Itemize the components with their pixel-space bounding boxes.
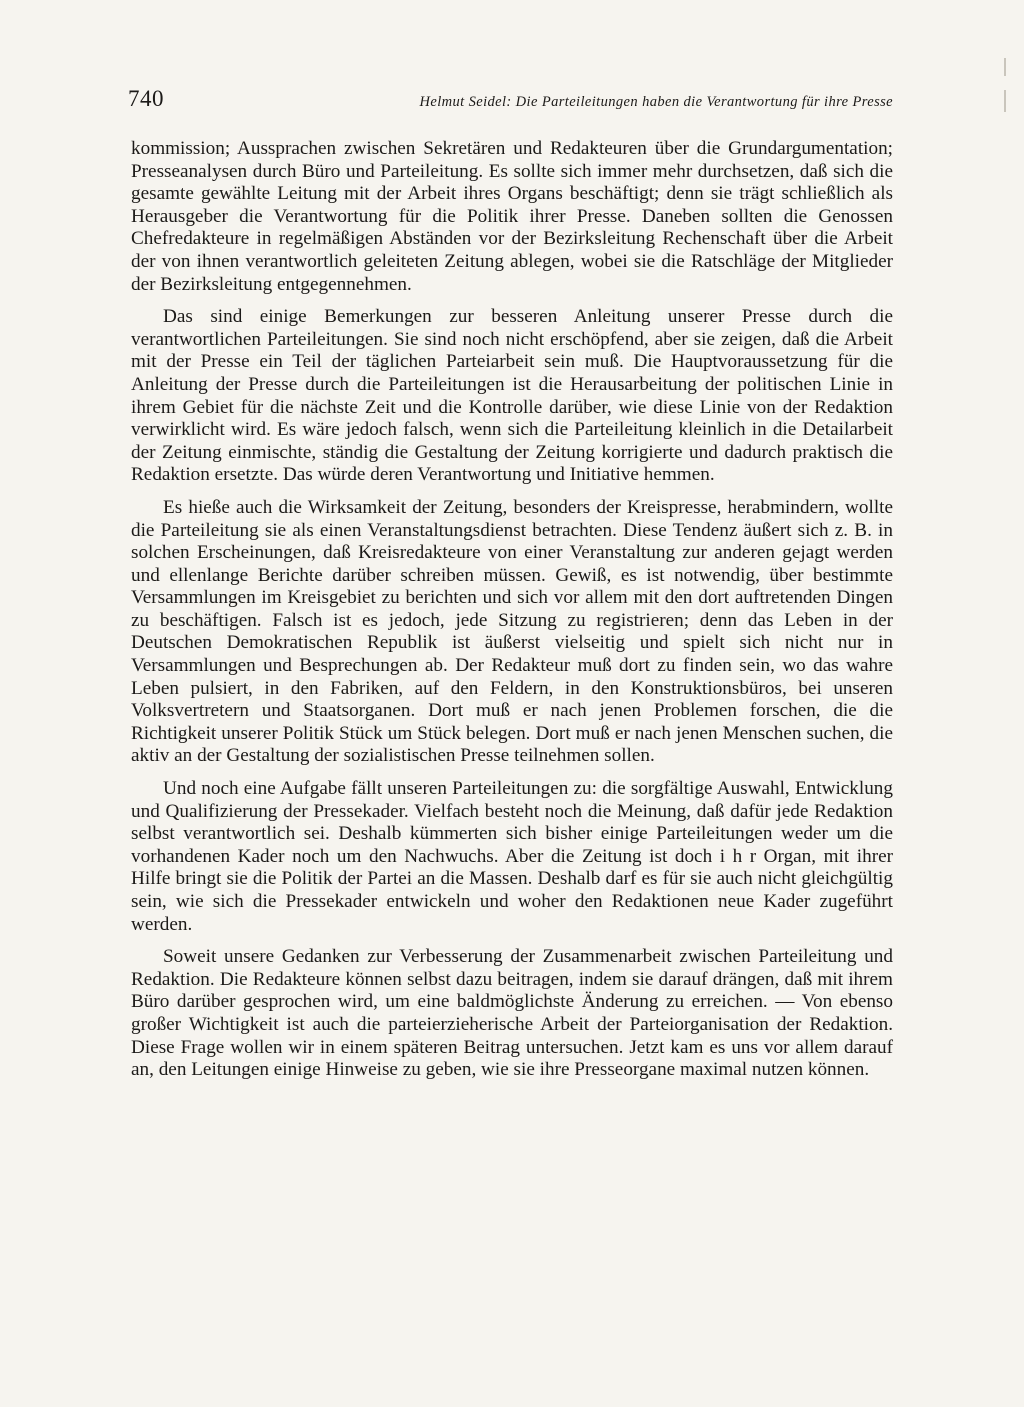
paragraph-2: Das sind einige Bemerkungen zur besseren Anleitung unserer Presse durch die verantwortlichen Parteileitungen. Sie sind noch nicht erschöpfend, aber sie zeigen, daß die Arbeit mit der Presse ein Teil der täglichen Parteiarbeit sein muß. Die Hauptvoraussetzung für die Anleitung der Presse durch die Parteileitungen ist die Herausarbeitung der politischen Linie in ihrem Gebiet für die nächste Zeit und die Kontrolle darüber, wie diese Linie von der Redaktion verwirklicht wird. Es wäre jedoch falsch, wenn sich die Parteileitung kleinlich in die Detailarbeit der Zeitung einmischte, ständig die Gestaltung der Zeitung korrigierte und dadurch praktisch die Redaktion ersetzte. Das würde deren Verantwortung und Initiative hemmen. — [131, 306, 893, 486]
page-header — [128, 86, 893, 116]
running-head: Helmut Seidel: Die Parteileitungen haben die Verantwortung für ihre Presse — [419, 94, 893, 110]
paragraph-1: kommission; Aussprachen zwischen Sekretären und Redakteuren über die Grundargumentation; Presseanalysen durch Büro und Parteileitung. Es sollte sich immer mehr durchsetzen, daß sich die gesamte gewählte Leitung mit der Arbeit ihres Organs beschäftigt; denn sie trägt schließlich als Herausgeber die Verantwortung für die Politik ihrer Presse. Daneben sollten die Genossen Chefredakteure in regelmäßigen Abständen vor der Bezirksleitung Rechenschaft über die Arbeit der von ihnen verantwortlich geleiteten Zeitung ablegen, wobei sie die Ratschläge der Mitglieder der Bezirksleitung entgegennehmen. — [131, 138, 893, 295]
scan-margin-mark — [1004, 58, 1006, 76]
article-body — [131, 138, 893, 1082]
scan-margin-mark — [1004, 90, 1006, 112]
paragraph-4: Und noch eine Aufgabe fällt unseren Parteileitungen zu: die sorgfältige Auswahl, Entwicklung und Qualifizierung der Pressekader. Vielfach besteht noch die Meinung, daß dafür jede Redaktion selbst verantwortlich sei. Deshalb kümmerten sich bisher einige Parteileitungen weder um die vorhandenen Kader noch um den Nachwuchs. Aber die Zeitung ist doch i h r Organ, mit ihrer Hilfe bringt sie die Politik der Partei an die Massen. Deshalb darf es für sie auch nicht gleichgültig sein, wie sich die Pressekader entwickeln und woher den Redaktionen neue Kader zugeführt werden. — [131, 778, 893, 935]
paragraph-3: Es hieße auch die Wirksamkeit der Zeitung, besonders der Kreispresse, herabmindern, wollte die Parteileitung sie als einen Veranstaltungsdienst betrachten. Diese Tendenz äußert sich z. B. in solchen Erscheinungen, daß Kreisredakteure von einer Veranstaltung zur anderen gejagt werden und ellenlange Berichte darüber schreiben müssen. Gewiß, es ist notwendig, über bestimmte Versammlungen im Kreisgebiet zu berichten und sich vor allem mit den dort auftretenden Dingen zu beschäftigen. Falsch ist es jedoch, jede Sitzung zu registrieren; denn das Leben in der Deutschen Demokratischen Republik ist äußerst vielseitig und spielt sich nicht nur in Versammlungen und Besprechungen ab. Der Redakteur muß dort zu finden sein, wo das wahre Leben pulsiert, in den Fabriken, auf den Feldern, in den Konstruktionsbüros, bei unseren Volksvertretern und Staatsorganen. Dort muß er nach jenen Problemen forschen, die die Richtigkeit unserer Politik Stück um Stück belegen. Dort muß er nach jenen Menschen suchen, die aktiv an der Gestaltung der sozialistischen Presse teilnehmen sollen. — [131, 496, 893, 767]
page-number: 740 — [128, 86, 164, 111]
paragraph-5: Soweit unsere Gedanken zur Verbesserung der Zusammenarbeit zwischen Parteileitung und Redaktion. Die Redakteure können selbst dazu beitragen, indem sie darauf drängen, daß mit ihrem Büro darüber gesprochen wird, um eine baldmöglichste Änderung zu erreichen. — Von ebenso großer Wichtigkeit ist auch die parteierzieherische Arbeit der Parteiorganisation der Redaktion. Diese Frage wollen wir in einem späteren Beitrag untersuchen. Jetzt kam es uns vor allem darauf an, den Leitungen einige Hinweise zu geben, wie sie ihre Presseorgane maximal nutzen können. — [131, 946, 893, 1081]
